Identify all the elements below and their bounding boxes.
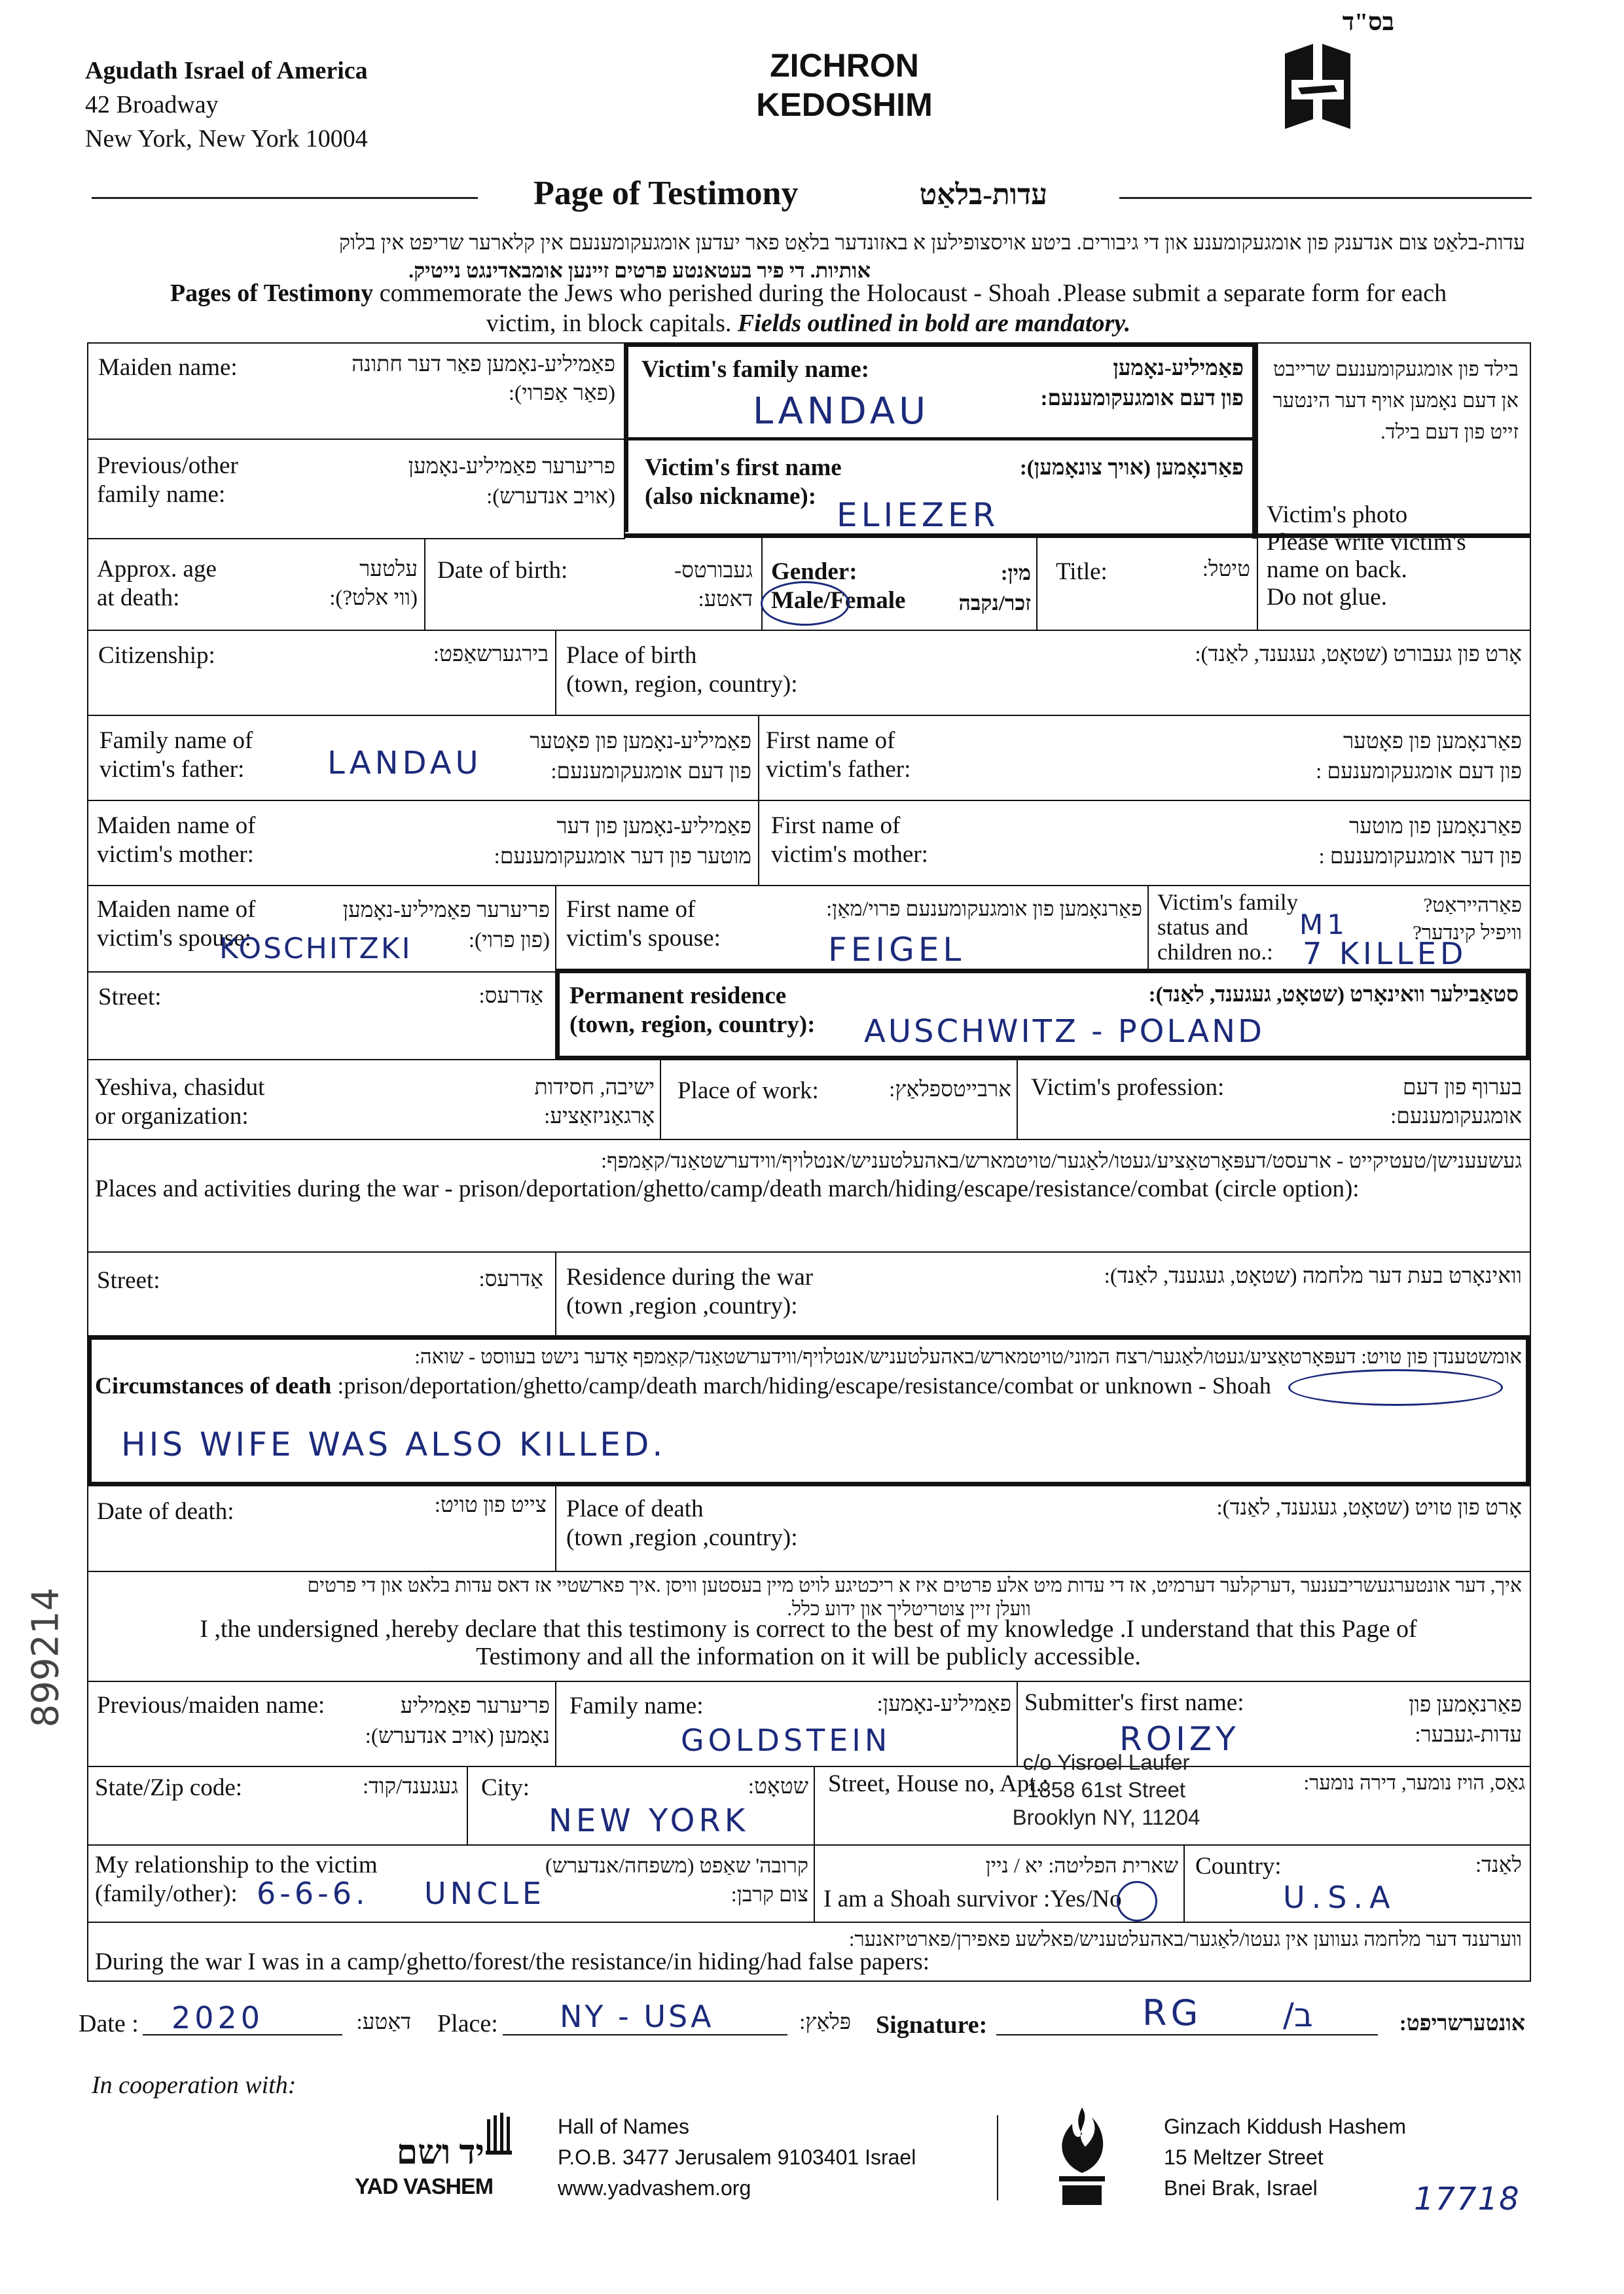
mother-first-label-yiddish: פאַרנאָמען פון מוטער פון דער אומגעקומענעם : xyxy=(1318,815,1522,869)
reference-number-note: 17718 xyxy=(1414,2181,1521,2217)
photo-box-instructions: Victim's photo Please write victim's name on back. Do not glue. xyxy=(1267,501,1466,611)
gender-male-circle xyxy=(761,581,850,626)
work-place-label: Place of work: xyxy=(677,1077,819,1104)
intro-english-line-2: victim, in block capitals. xyxy=(486,310,738,337)
family-status-label: Victim's family status and children no.: xyxy=(1157,889,1299,965)
spouse-maiden-value[interactable]: KOSCHITZKI xyxy=(219,932,412,965)
work-place-label-yiddish: ארבייטספלאַץ: xyxy=(889,1078,1011,1102)
previous-name-label: Previous/other family name: xyxy=(97,452,238,508)
relationship-label: My relationship to the victim (family/other): xyxy=(95,1852,378,1907)
intro-english-bold: Pages of Testimony xyxy=(170,279,374,307)
permanent-residence-label: Permanent residence (town, region, country): xyxy=(569,982,816,1038)
form-title-line-2: KEDOSHIM xyxy=(756,86,933,123)
declaration-yiddish-2: וועלן זיין צוטריטליך און ידוע כלל. xyxy=(787,1598,1031,1620)
yeshiva-label: Yeshiva, chasidut or organization: xyxy=(95,1074,265,1130)
signature-label: Signature: xyxy=(876,2011,988,2039)
spouse-maiden-label-yiddish: פריערער פאַמיליע-נאָמען (פון פרוי): xyxy=(342,899,550,952)
date-value[interactable]: 2020 xyxy=(171,2000,264,2035)
death-unknown-option[interactable]: unknown - Shoah xyxy=(1104,1372,1271,1399)
family-name-value[interactable]: LANDAU xyxy=(753,390,930,433)
father-family-label-yiddish: פאַמיליע-נאָמען פון פאָטער פון דעם אומגעקומענעם: xyxy=(530,730,751,783)
street-house-label-yiddish: גאַס, הויז נומער, דירה נומער: xyxy=(1303,1771,1525,1794)
page-title-hebrew: עדות-בלאַט xyxy=(919,179,1047,211)
war-status-label: During the war I was in a camp/ghetto/forest/the resistance/in hiding/had false papers: xyxy=(95,1948,930,1975)
submitter-family-name-label-yiddish: פאַמיליע-נאָמען: xyxy=(876,1693,1011,1716)
first-name-label: Victim's first name (also nickname): xyxy=(645,454,842,510)
submitter-prev-name-label-yiddish: פריערער פאַמיליע נאָמען (אויב אנדערש): xyxy=(365,1694,550,1748)
age-label-yiddish: עלטער (ווי אלט?): xyxy=(329,558,418,610)
family-status-married-value[interactable]: M1 xyxy=(1299,908,1348,941)
street-house-label: Street, House no, Apt.: xyxy=(828,1770,1049,1797)
death-circumstances-options: :prison/deportation/ghetto/camp/death march/hiding/escape/resistance/combat or xyxy=(331,1372,1105,1399)
relationship-value[interactable]: UNCLE xyxy=(424,1876,545,1911)
spouse-first-label-yiddish: פאַרנאָמען פון אומגעקומענעם פרוי/מאַן: xyxy=(826,897,1142,920)
war-residence-label-yiddish: וואינאָרט בעת דער מלחמה (שטאָט, געגענד, לאַנד): xyxy=(1104,1264,1522,1288)
date-label-yiddish: דאַטע: xyxy=(356,2011,411,2034)
family-name-label: Victim's family name: xyxy=(641,356,869,383)
war-residence-label: Residence during the war (town ,region ,country): xyxy=(566,1264,814,1319)
agudath-logo xyxy=(1275,41,1360,132)
death-circumstances-label-yiddish: אומשטענדן פון טויט: דעפּאָרטאַציע/געטו/לאַגער/רצח המוני/טויטמארש/באהעלטעניש/אנטלויף/ווידערשטאַנד/קאַמפף אָדער נישט בעווסט - שואה: xyxy=(414,1345,1522,1368)
form-title xyxy=(668,46,1021,124)
father-first-label: First name of victim's father: xyxy=(766,727,911,783)
spouse-maiden-label: Maiden name of victim's spouse: xyxy=(97,896,256,952)
dob-label: Date of birth: xyxy=(437,557,568,584)
street-label: Street: xyxy=(98,984,162,1011)
relationship-value-code[interactable]: 6-6-6. xyxy=(257,1876,369,1911)
mother-maiden-label-yiddish: פאַמיליע-נאָמען פון דער מוטער פון דער אומגעקומענעם: xyxy=(494,815,751,869)
yad-vashem-logo xyxy=(353,2106,524,2204)
country-label: Country: xyxy=(1195,1853,1282,1880)
state-zip-label-yiddish: געגענד/קוד: xyxy=(362,1775,458,1799)
first-name-label-yiddish: פאַרנאָמען (אויך צונאָמען): xyxy=(1019,456,1244,480)
intro-english xyxy=(92,278,1525,338)
city-label: City: xyxy=(481,1774,530,1801)
war-street-label: Street: xyxy=(97,1267,160,1294)
cooperation-label: In cooperation with: xyxy=(92,2071,297,2099)
gender-label: Gender: Male/Female xyxy=(771,558,906,614)
place-line xyxy=(503,2034,787,2035)
intro-yiddish-2: אותיות. די פיר בעטאנטע פרטים זיינען אומבאדינגט נייטיק. xyxy=(408,259,871,282)
submitter-first-name-label-yiddish: פאַרנאָמען פון עדות-געבער: xyxy=(1409,1693,1522,1747)
survivor-no-option[interactable]: No xyxy=(1092,1886,1122,1912)
previous-name-label-yiddish: פריערער פאַמיליע-נאָמען (אויב אנדערש): xyxy=(408,455,615,509)
place-value[interactable]: NY - USA xyxy=(560,1999,714,2034)
submitter-family-name-value[interactable]: GOLDSTEIN xyxy=(681,1723,892,1758)
gender-female[interactable]: /Female xyxy=(823,587,906,614)
signature-value-mark[interactable]: /ב xyxy=(1283,1996,1313,2034)
org-address-line-2: New York, New York 10004 xyxy=(85,125,368,152)
gender-male[interactable]: Male xyxy=(771,587,824,614)
profession-label: Victim's profession: xyxy=(1031,1074,1225,1101)
country-value[interactable]: U.S.A xyxy=(1283,1880,1397,1915)
intro-mandatory-note: Fields outlined in bold are mandatory. xyxy=(737,310,1131,337)
submitter-family-name-label: Family name: xyxy=(569,1693,704,1719)
death-date-label: Date of death: xyxy=(97,1498,234,1525)
submitter-first-name-label: Submitter's first name: xyxy=(1024,1689,1244,1716)
survivor-label: I am a Shoah survivor :Yes/No xyxy=(823,1886,1122,1912)
spouse-first-value[interactable]: FEIGEL xyxy=(828,931,965,969)
street-label-yiddish: אַדרעס: xyxy=(478,984,543,1008)
spouse-first-label: First name of victim's spouse: xyxy=(566,896,721,952)
declaration-yiddish-1: איך, דער אונטערגעשריבענער ,דערקלער דערמיט, אז די עדות מיט אלע פרטים איז א ריכטיגע לויט מיין בעסטען וויסן .איך פארשטיי אז דאס עדות בלאט און די פרטים xyxy=(307,1575,1522,1596)
intro-yiddish-1: עדות-בלאַט צום אנדענק פון אומגעקומענע און די גיבורים. ביטע אויסצופילען א באזונדער בלאַט פאר יעדען אומגעקומענעם אין קלארער שריפט אין בלוק xyxy=(338,230,1525,254)
submitter-prev-name-label: Previous/maiden name: xyxy=(97,1692,325,1719)
family-status-children-value[interactable]: 7 KILLED xyxy=(1303,936,1468,971)
place-label-yiddish: פּלאַץ: xyxy=(799,2011,851,2034)
title-label-yiddish: טיטל: xyxy=(1202,558,1250,581)
first-name-value[interactable]: ELIEZER xyxy=(837,496,1000,534)
bsd-mark: בס"ד xyxy=(1342,9,1394,36)
margin-number-note: 899214 xyxy=(24,1587,67,1728)
mother-maiden-label: Maiden name of victim's mother: xyxy=(97,812,256,868)
permanent-residence-value[interactable]: AUSCHWITZ - POLAND xyxy=(864,1013,1265,1050)
yad-vashem-hebrew: יד ושם xyxy=(396,2134,484,2172)
title-rule-left xyxy=(92,197,478,199)
death-unknown-circle xyxy=(1288,1369,1503,1406)
address-stamp xyxy=(969,1749,1244,1831)
address-stamp-line-2: 1858 61st Street xyxy=(1026,1778,1186,1802)
title-rule-right xyxy=(1119,197,1532,199)
signature-value[interactable]: RG xyxy=(1142,1992,1202,2034)
maiden-name-label-yiddish: פאַמיליע-נאָמען פאַר דער חתונה (פאַר אַפרוי): xyxy=(352,353,615,405)
city-label-yiddish: שטאָט: xyxy=(748,1775,808,1799)
survivor-no-circle xyxy=(1117,1881,1157,1922)
father-family-value[interactable]: LANDAU xyxy=(327,745,482,781)
birth-place-label-yiddish: אָרט פון געבורט (שטאָט, געגענד, לאַנד): xyxy=(1195,643,1522,666)
form-title-line-1: ZICHRON xyxy=(770,47,919,84)
death-date-label-yiddish: צייט פון טויט: xyxy=(434,1494,547,1517)
gender-label-yiddish: מין: זכר/נקבה xyxy=(958,561,1031,615)
war-status-label-yiddish: ווערענד דער מלחמה געווען אין געטו/לאַגער/באהעלטעניש/פאלשע פאפירן/פארטיזאנער: xyxy=(848,1927,1522,1950)
country-label-yiddish: לאַנד: xyxy=(1475,1854,1522,1877)
family-status-label-yiddish: פאַרהייראַט? וויפיל קינדער? xyxy=(1413,893,1522,944)
declaration-english: I ,the undersigned ,hereby declare that this testimony is correct to the best of my knowledge .I understand that this Page of Testimony and all the information on it will be publicly accessible. xyxy=(200,1615,1417,1670)
citizenship-label-yiddish: בירגערשאַפט: xyxy=(433,643,549,666)
signature-label-yiddish: אונטערשריפט: xyxy=(1399,2012,1525,2035)
title-label: Title: xyxy=(1056,558,1108,585)
place-label: Place: xyxy=(437,2010,498,2037)
ginzach-address: Ginzach Kiddush Hashem 15 Meltzer Street Bnei Brak, Israel xyxy=(1164,2115,1406,2200)
dob-label-yiddish: געבורטס- דאטע: xyxy=(674,559,753,611)
father-first-label-yiddish: פאַרנאָמען פון פאָטער פון דעם אומגעקומענעם : xyxy=(1316,730,1522,783)
citizenship-label: Citizenship: xyxy=(98,642,215,669)
death-place-label-yiddish: אָרט פון טויט (שטאָט, געגענד, לאַנד): xyxy=(1216,1496,1522,1520)
org-address-line-1: 42 Broadway xyxy=(85,91,219,118)
address-stamp-line-3: Brooklyn NY, 11204 xyxy=(1012,1805,1200,1829)
death-circumstances-title: Circumstances of death xyxy=(95,1372,332,1399)
death-place-label: Place of death (town ,region ,country): xyxy=(566,1496,798,1551)
yeshiva-label-yiddish: ישיבה, חסידות אָרגאַניזאַציע: xyxy=(534,1076,655,1128)
family-name-label-yiddish: פאַמיליע-נאָמען פון דעם אומגעקומענעם: xyxy=(1040,357,1244,410)
birth-place-label: Place of birth (town, region, country): xyxy=(566,642,798,698)
war-places-label: Places and activities during the war - prison/deportation/ghetto/camp/death march/hiding/escape/resistance/combat (circle option): xyxy=(95,1175,1360,1202)
war-street-label-yiddish: אַדרעס: xyxy=(478,1268,543,1291)
father-family-label: Family name of victim's father: xyxy=(99,727,253,783)
address-stamp-line-1: c/o Yisroel Laufer xyxy=(1022,1750,1190,1774)
age-label: Approx. age at death: xyxy=(97,556,217,611)
profession-label-yiddish: בערוף פון דעם אומגעקומענעם: xyxy=(1390,1076,1522,1128)
submitter-first-name-value[interactable]: ROIZY xyxy=(1119,1720,1240,1758)
state-zip-label: State/Zip code: xyxy=(95,1774,243,1801)
death-circumstances-value[interactable]: HIS WIFE WAS ALSO KILLED. xyxy=(121,1425,666,1463)
maiden-name-label: Maiden name: xyxy=(98,354,238,381)
survivor-label-yiddish: שארית הפליטה: יא / ניין xyxy=(985,1854,1178,1877)
permanent-residence-label-yiddish: סטאַבילער וואינאָרט (שטאָט, געגענד, לאַנד): xyxy=(1148,983,1519,1007)
city-value[interactable]: NEW YORK xyxy=(549,1802,749,1839)
date-label: Date : xyxy=(79,2010,139,2037)
war-places-label-yiddish: געשעענישן/טעטיקייט - ארעסט/דעפּאָרטאַציע/געטו/לאַגער/טויטמארש/באהעלטעניש/אנטלויף/ווידערשטאַנד/קאַמפף: xyxy=(601,1149,1522,1172)
photo-box-yiddish: בילד פון אומגעקומענעם שרייבט אן דעם נאָמען אויף דער הינטער זייט פון דעם בילד. xyxy=(1272,357,1519,443)
page-title: Page of Testimony xyxy=(533,175,799,212)
ginzach-logo xyxy=(1046,2104,1118,2209)
org-block xyxy=(85,54,368,156)
death-circumstances-label xyxy=(95,1371,1271,1400)
org-name: Agudath Israel of America xyxy=(85,57,368,84)
relationship-label-yiddish: קרובה' שאַפט (משפחה/אנדערש) צום קרבן: xyxy=(545,1854,808,1906)
mother-first-label: First name of victim's mother: xyxy=(771,812,928,868)
yad-vashem-address: Hall of Names P.O.B. 3477 Jerusalem 9103401 Israel www.yadvashem.org xyxy=(558,2115,916,2200)
yad-vashem-english: YAD VASHEM xyxy=(355,2174,494,2199)
footer-divider xyxy=(997,2115,998,2200)
intro-english-line-1: commemorate the Jews who perished during the Holocaust - Shoah .Please submit a separate form for each xyxy=(373,279,1447,307)
signature-line xyxy=(996,2034,1378,2035)
